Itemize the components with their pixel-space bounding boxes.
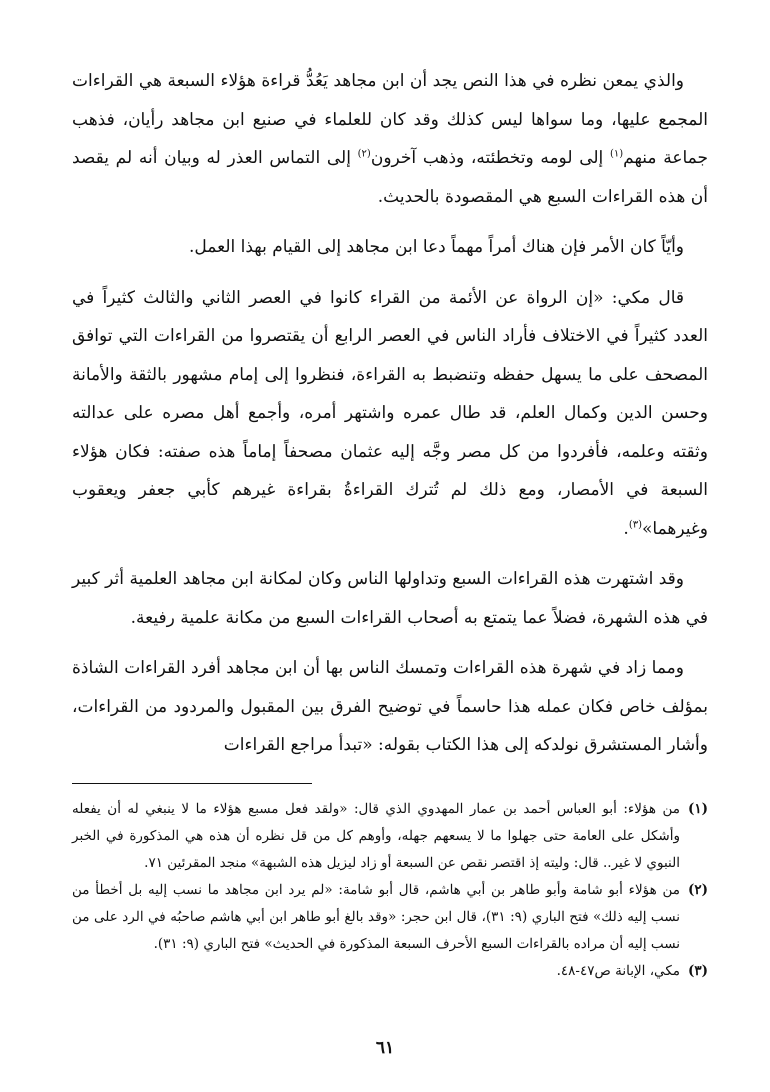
- footnote: [72, 796, 708, 877]
- paragraph: ومما زاد في شهرة هذه القراءات وتمسك الناس بها أن ابن مجاهد أفرد القراءات الشاذة بمؤلف خاص فكان عمله هذا حاسماً في توضيح الفرق بين المقبول والمردود من القراءات، وأشار المستشرق نولدكه إلى هذا الكتاب بقوله: «تبدأ مراجع القراءات: [72, 658, 708, 755]
- footnote-text: مكي، الإبانة ص٤٧-٤٨.: [556, 962, 680, 979]
- footnote-number: (٣): [687, 962, 708, 979]
- paragraph: وقد اشتهرت هذه القراءات السبع وتداولها الناس وكان لمكانة ابن مجاهد العلمية أثر كبير في هذه الشهرة، فضلاً عما يتمتع به أصحاب القراءات السبع من مكانة علمية رفيعة.: [72, 569, 708, 628]
- footnote-text: من هؤلاء: أبو العباس أحمد بن عمار المهدوي الذي قال: «ولقد فعل مسبع هؤلاء ما لا ينبغي له أن يفعله وأشكل على العامة حتى جهلوا ما لا يسعهم جهله، وأوهم كل من قل نظره أن هذه هي المذكورة في الخبر النبوي لا غير.. قال: وليته إذ اقتصر نقص عن السبعة أو زاد ليزيل هذه الشبهة» منجد المقرئين ٧١.: [72, 800, 680, 871]
- paragraph: وأيّاً كان الأمر فإن هناك أمراً مهماً دعا ابن مجاهد إلى القيام بهذا العمل.: [189, 237, 684, 257]
- footnote-ref[interactable]: (٣): [628, 518, 643, 530]
- footnote-text: من هؤلاء أبو شامة وأبو طاهر بن أبي هاشم، قال أبو شامة: «لم يرد ابن مجاهد ما نسب إليه بل أخطأ من نسب إليه ذلك» فتح الباري (٩: ٣١)، قال ابن حجر: «وقد بالغ أبو طاهر ابن أبي هاشم صاحبُه في الرد على من نسب إليه أن مراده بالقراءات السبع الأحرف السبعة المذكورة في الحديث» فتح الباري (٩: ٣١).: [72, 881, 680, 952]
- paragraph: قال مكي: «إن الرواة عن الأئمة من القراء كانوا في العصر الثاني والثالث كثيراً في العدد كثيراً في الاختلاف فأراد الناس في العصر الرابع أن يقتصروا من القراءات التي توافق المصحف على ما يسهل حفظه وتنضبط به القراءة، فنظروا إلى إمام مشهور بالثقة والأمانة وحسن الدين وكمال العلم، قد طال عمره واشتهر أمره، وأجمع أهل مصره على عدالته وثقته وعلمه، فأفردوا من كل مصر وجَّه إليه عثمان مصحفاً إماماً هذه صفته: فكان هؤلاء السبعة في الأمصار، ومع ذلك لم تُترك القراءةُ بقراءة غيرهم كأبي جعفر ويعقوب وغيرهما»$^{(٣)}$.: [72, 287, 708, 539]
- paragraph: والذي يمعن نظره في هذا النص يجد أن ابن مجاهد يَعُدُّ قراءة هؤلاء السبعة هي القراءات المجمع عليها، وما سواها ليس كذلك وقد كان للعلماء في صنيع ابن مجاهد رأيان، فذهب جماعة منهم$^{(١)}$ إلى لومه وتخطئته، وذهب آخرون$^{(٢)}$ إلى التماس العذر له وبيان أنه لم يقصد أن هذه القراءات السبع هي المقصودة بالحديث.: [72, 71, 708, 207]
- footnote-number: (٢): [687, 881, 708, 898]
- main-text: [72, 62, 708, 765]
- footnote: [72, 958, 708, 985]
- footnote-ref[interactable]: (٢): [357, 148, 371, 160]
- footnote-ref[interactable]: (١): [609, 148, 624, 160]
- footnote-divider: [72, 783, 312, 784]
- footnote-number: (١): [687, 800, 708, 817]
- footnotes: [72, 796, 708, 985]
- footnote: [72, 877, 708, 958]
- page-number: ٦١: [375, 1038, 395, 1058]
